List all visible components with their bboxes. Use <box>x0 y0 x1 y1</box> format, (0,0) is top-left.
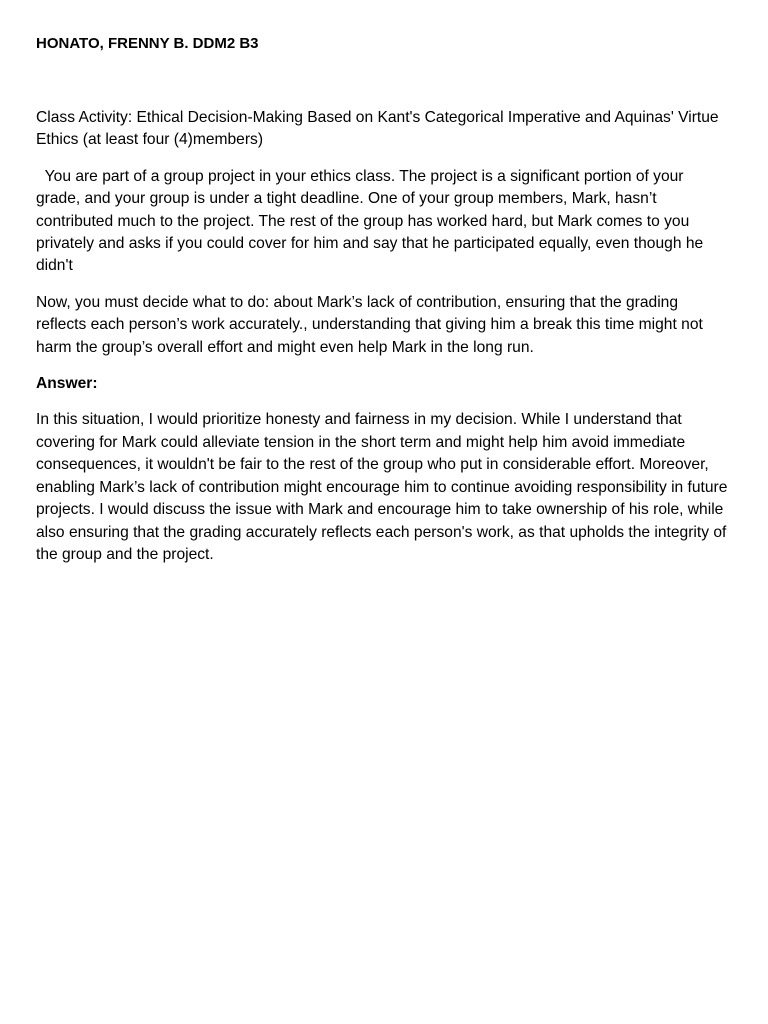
answer-label: Answer: <box>36 375 98 393</box>
decision-paragraph: Now, you must decide what to do: about Mark’s lack of contribution, ensuring that the grading reflects each person’s work accurately., understanding that giving him a break this time might not harm the group’s overall effort and might even help Mark in the long run. <box>36 293 703 356</box>
scenario-paragraph: You are part of a group project in your ethics class. The project is a significant portion of your grade, and your group is under a tight deadline. One of your group members, Mark, hasn’t contributed much to the project. The rest of the group has worked hard, but Mark comes to you privately and asks if you could cover for him and say that he participated equally, even though he didn't <box>36 167 708 275</box>
student-name-header: HONATO, FRENNY B. DDM2 B3 <box>36 35 259 52</box>
answer-paragraph: In this situation, I would prioritize honesty and fairness in my decision. While I understand that covering for Mark could alleviate tension in the short term and might help him avoid immediate consequences, it wouldn't be fair to the rest of the group who put in considerable effort. Moreover, enabling Mark’s lack of contribution might encourage him to continue avoiding responsibility in future projects. I would discuss the issue with Mark and encourage him to take ownership of his role, while also ensuring that the grading accurately reflects each person's work, as that upholds the integrity of the group and the project. <box>36 411 728 563</box>
document-page <box>36 34 732 580</box>
activity-title: Class Activity: Ethical Decision-Making Based on Kant's Categorical Imperative and Aquinas' Virtue Ethics (at least four (4)members) <box>36 109 719 149</box>
